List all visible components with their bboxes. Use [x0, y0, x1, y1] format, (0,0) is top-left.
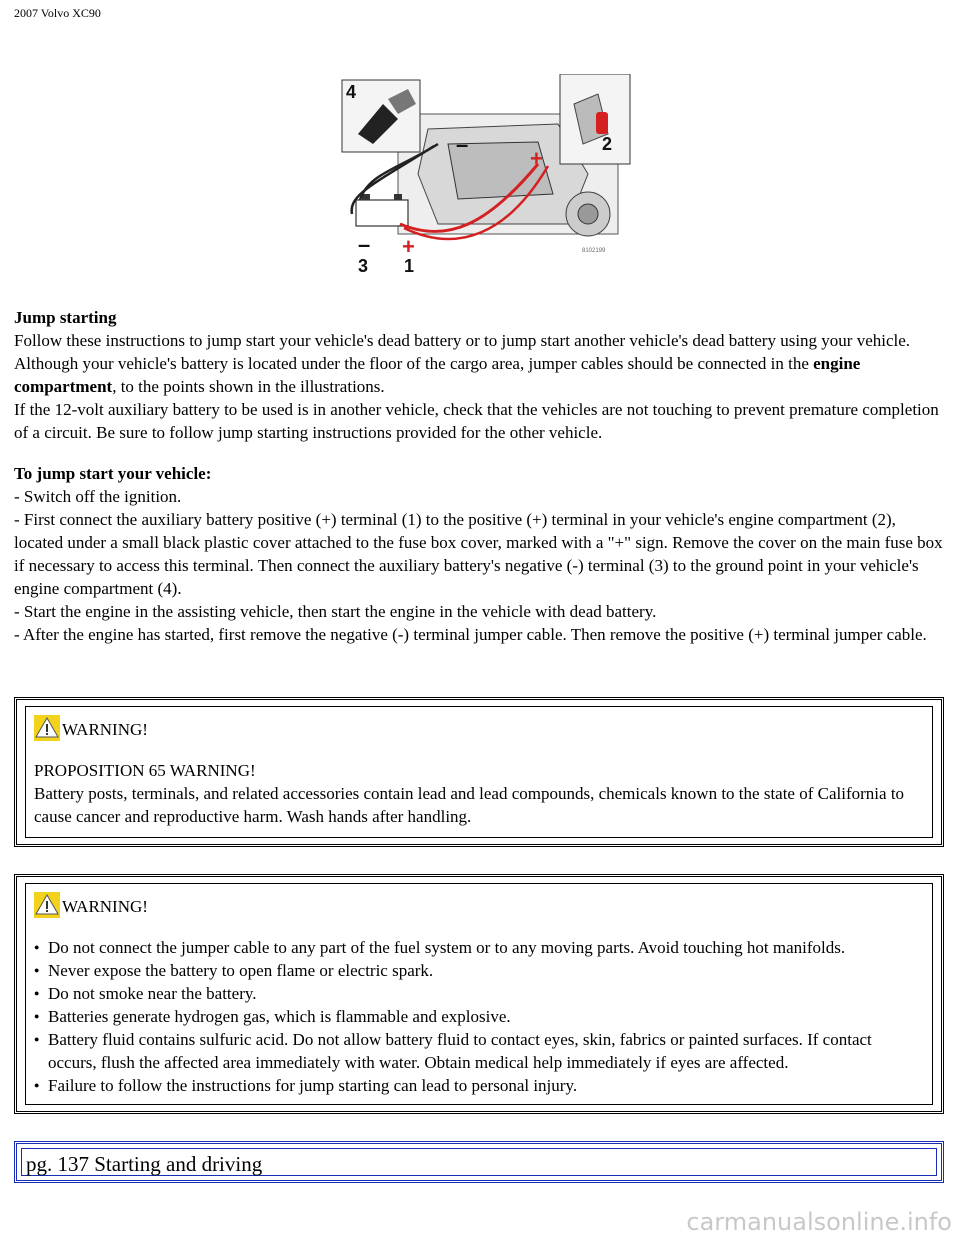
intro-paragraph: Follow these instructions to jump start your vehicle's dead battery or to jump start another vehicle's dead battery using your vehicle. Although your vehicle's battery is located under the floor of the cargo area, jumper cables should be connected in the engine compartment, to the points shown in the illustrations.	[14, 331, 911, 396]
main-content	[14, 306, 944, 646]
list-item: ● Do not connect the jumper cable to any part of the fuel system or to any moving parts. Avoid touching hot manifolds.	[34, 936, 924, 959]
list-item: ● Never expose the battery to open flame or electric spark.	[34, 959, 924, 982]
step-item: - After the engine has started, first remove the negative (-) terminal jumper cable. Then remove the positive (+) terminal jumper cable.	[14, 625, 927, 644]
warning-list	[34, 936, 924, 1097]
warning-title: WARNING!	[34, 715, 924, 741]
plus-sign: +	[530, 146, 543, 171]
warning-heading: PROPOSITION 65 WARNING!	[34, 761, 256, 780]
step-item: - First connect the auxiliary battery positive (+) terminal (1) to the positive (+) terminal in your vehicle's engine compartment (2), located under a small black plastic cover attached to the fuse box cover, marked with a "+" sign. Remove the cover on the main fuse box if necessary to access this terminal. Then connect the auxiliary battery's negative (-) terminal (3) to the ground point in your vehicle's engine compartment (4).	[14, 510, 943, 598]
page-label: pg. 137 Starting and driving	[21, 1148, 937, 1176]
callout-1: 1	[404, 256, 415, 276]
list-item: ● Do not smoke near the battery.	[34, 982, 924, 1005]
warning-title: WARNING!	[34, 892, 924, 918]
warning-triangle-icon	[34, 715, 60, 741]
callout-3: 3	[358, 256, 369, 276]
auxiliary-battery-paragraph: If the 12-volt auxiliary battery to be used is in another vehicle, check that the vehicles are not touching to prevent premature completion of a circuit. Be sure to follow jump starting instructions provided for the other vehicle.	[14, 400, 939, 442]
list-item: ● Battery fluid contains sulfuric acid. Do not allow battery fluid to contact eyes, skin, fabrics or painted surfaces. If contact occurs, flush the affected area immediately with water. Obtain medical help immediately if eyes are affected.	[34, 1028, 924, 1074]
svg-text:–: –	[358, 232, 371, 257]
document-header: 2007 Volvo XC90	[14, 6, 101, 20]
list-item: ● Batteries generate hydrogen gas, which is flammable and explosive.	[34, 1005, 924, 1028]
section-title: Jump starting	[14, 308, 117, 327]
steps-title: To jump start your vehicle:	[14, 464, 212, 483]
page-footer	[14, 1141, 944, 1183]
minus-sign: –	[456, 132, 469, 157]
callout-4: 4	[346, 82, 357, 102]
step-item: - Start the engine in the assisting vehicle, then start the engine in the vehicle with dead battery.	[14, 602, 657, 621]
warning-box-prop65	[14, 697, 944, 847]
warning-text: Battery posts, terminals, and related accessories contain lead and lead compounds, chemicals known to the state of California to cause cancer and reproductive harm. Wash hands after handling.	[34, 784, 905, 826]
watermark: carmanualsonline.info	[686, 1208, 952, 1236]
engine-compartment-emphasis: engine compartment	[14, 354, 861, 396]
jump-start-diagram	[338, 74, 632, 280]
svg-text:+: +	[402, 234, 415, 259]
warning-box-safety	[14, 874, 944, 1114]
step-item: - Switch off the ignition.	[14, 487, 182, 506]
callout-2: 2	[602, 134, 613, 154]
figure-ref-code: 8102199	[582, 248, 606, 254]
list-item: ● Failure to follow the instructions for jump starting can lead to personal injury.	[34, 1074, 924, 1097]
warning-triangle-icon	[34, 892, 60, 918]
